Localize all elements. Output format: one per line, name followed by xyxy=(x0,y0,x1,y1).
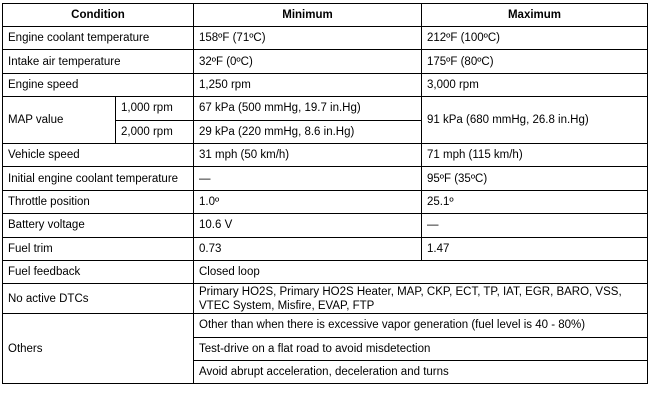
table-row xyxy=(3,143,648,166)
table-row xyxy=(3,284,648,314)
max-value: 71 mph (115 km/h) xyxy=(422,143,648,166)
max-value: — xyxy=(422,214,648,237)
sub-label: 1,000 rpm xyxy=(116,97,194,120)
header-minimum: Minimum xyxy=(194,4,422,27)
table-row xyxy=(3,27,648,50)
header-maximum: Maximum xyxy=(422,4,648,27)
min-value: 67 kPa (500 mmHg, 19.7 in.Hg) xyxy=(194,97,422,120)
min-value: 10.6 V xyxy=(194,214,422,237)
table-row xyxy=(3,214,648,237)
row-label: No active DTCs xyxy=(3,284,194,314)
row-label: Fuel feedback xyxy=(3,260,194,283)
header-condition: Condition xyxy=(3,4,194,27)
table-row xyxy=(3,190,648,213)
table-row xyxy=(3,260,648,283)
min-value: 1,250 rpm xyxy=(194,73,422,96)
row-label: Initial engine coolant temperature xyxy=(3,167,194,190)
max-value: 91 kPa (680 mmHg, 26.8 in.Hg) xyxy=(422,97,648,144)
row-label: Fuel trim xyxy=(3,237,194,260)
row-value: Avoid abrupt acceleration, deceleration and turns xyxy=(194,361,648,384)
sub-label: 2,000 rpm xyxy=(116,120,194,143)
min-value: 0.73 xyxy=(194,237,422,260)
row-label: Vehicle speed xyxy=(3,143,194,166)
table-row xyxy=(3,73,648,96)
table-row xyxy=(3,314,648,337)
max-value: 25.1º xyxy=(422,190,648,213)
conditions-table xyxy=(2,3,648,384)
max-value: 95ºF (35ºC) xyxy=(422,167,648,190)
max-value: 3,000 rpm xyxy=(422,73,648,96)
row-label: MAP value xyxy=(3,97,116,144)
row-value: Primary HO2S, Primary HO2S Heater, MAP, CKP, ECT, TP, IAT, EGR, BARO, VSS, VTEC System, Misfire, EVAP, FTP xyxy=(194,284,648,314)
min-value: 31 mph (50 km/h) xyxy=(194,143,422,166)
table-row xyxy=(3,50,648,73)
max-value: 175ºF (80ºC) xyxy=(422,50,648,73)
table-row xyxy=(3,237,648,260)
min-value: — xyxy=(194,167,422,190)
row-value: Other than when there is excessive vapor generation (fuel level is 40 - 80%) xyxy=(194,314,648,337)
header-row xyxy=(3,4,648,27)
min-value: 158ºF (71ºC) xyxy=(194,27,422,50)
row-label: Throttle position xyxy=(3,190,194,213)
min-value: 32ºF (0ºC) xyxy=(194,50,422,73)
row-label: Battery voltage xyxy=(3,214,194,237)
row-value: Test-drive on a flat road to avoid misdetection xyxy=(194,337,648,360)
row-label: Intake air temperature xyxy=(3,50,194,73)
max-value: 1.47 xyxy=(422,237,648,260)
table-row xyxy=(3,97,648,120)
row-label: Engine coolant temperature xyxy=(3,27,194,50)
max-value: 212ºF (100ºC) xyxy=(422,27,648,50)
row-label: Others xyxy=(3,314,194,384)
min-value: 29 kPa (220 mmHg, 8.6 in.Hg) xyxy=(194,120,422,143)
table-row xyxy=(3,167,648,190)
row-label: Engine speed xyxy=(3,73,194,96)
row-value: Closed loop xyxy=(194,260,648,283)
min-value: 1.0º xyxy=(194,190,422,213)
